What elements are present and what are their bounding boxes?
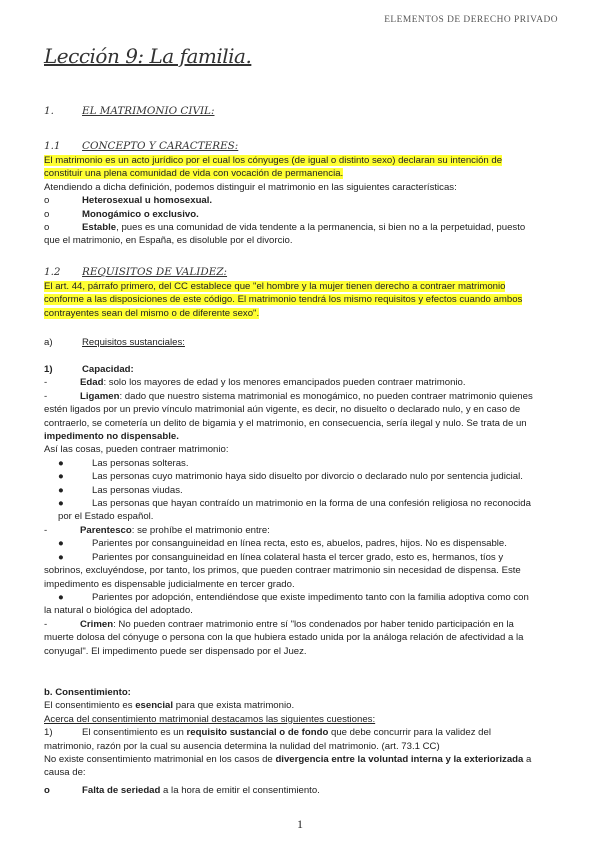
page-title: Lección 9: La familia. — [44, 44, 252, 68]
list-item: ● Las personas que hayan contraído un matrimonio en la forma de una confesión religiosa no reconocida — [58, 498, 531, 510]
consent-block: b. Consentimiento: El consentimiento es esencial para que exista matrimonio. Acerca del consentimiento matrimonial destacamos las siguientes cuestiones: 1) El consentimiento es un requisito sustancial o de fondo que debe concurrir para la validez del matrimonio, razón por la cual su ausencia determina la nulidad del matrimonio. (art. 73.1 CC) No existe consentimiento matrimonial en los casos de divergencia entre la voluntad interna y la exteriorizada a causa de: o Falta de seriedad a la hora de emitir el consentimiento. — [44, 686, 556, 797]
article-quote: El art. 44, párrafo primero, del CC establece que "el hombre y la mujer tienen derecho a contraer matrimonio conforme a las disposiciones de este código. El matrimonio tendrá los mismo requisitos y efectos cuando ambos contrayentes sean del mismo o de diferente sexo". — [44, 281, 523, 319]
list-item: - Ligamen: dado que nuestro sistema matrimonial es monogámico, no pueden contraer matrimonio quienes — [44, 390, 533, 402]
definition-line-1: El matrimonio es un acto jurídico por el cual los cónyuges (de igual o distinto sexo) declaran su intención de — [44, 155, 503, 166]
list-item: ● Parientes por consanguineidad en línea colateral hasta el tercer grado, esto es, hermanos, tíos y — [58, 551, 504, 563]
section-1-2-heading: 1.2 REQUISITOS DE VALIDEZ: — [44, 266, 228, 278]
subsection-a-heading: a) Requisitos sustanciales: — [44, 337, 185, 348]
definition-line-2: constituir una plena comunidad de vida con vocación de permanencia. — [44, 168, 344, 180]
subsection-b-heading: b. Consentimiento: — [44, 687, 131, 698]
capacity-block: 1) Capacidad: - Edad: solo los mayores de edad y los menores emancipados pueden contraer matrimonio. - Ligamen: dado que nuestro sistema matrimonial es monogámico, no pueden contraer matrimonio quienes estén ligados por un previo vínculo matrimonial aún vigente, es decir, no disuelto o declarado nulo, y en caso de contraerlo, se cometería un delito de bigamia y el matrimonio, en consecuencia, sería ilegal y nulo. Se trata de un impedimento no dispensable. Así las cosas, pueden contraer matrimonio: ● Las personas solteras. ● Las personas cuyo matrimonio haya sido disuelto por divorcio o declarado nulo por sentencia judicial. ● Las personas viudas. ● Las personas que hayan contraído un matrimonio en la forma de una confesión religiosa no reconocida por el Estado español. - Parentesco: se prohíbe el matrimonio entre: ● Parientes por consanguineidad en línea recta, esto es, abuelos, padres, hijos. No es dispensable. ● Parientes por consanguineidad en línea colateral hasta el tercer grado, esto es, hermanos, tíos y sobrinos, excluyéndose, por tanto, los primos, que pueden contraer matrimonio sin necesidad de dispensa. Este impedimento es dispensable judicialmente en tercer grado. ● Parientes por adopción, entendiéndose que existe impedimento tanto con la familia adoptiva como con la natural o biológica del adoptado. - Crimen: No pueden contraer matrimonio entre sí "los condenados por haber tenido participación en la muerte dolosa del cónyuge o persona con la que hubiera estado unida por la análoga relación de afectividad a la conyugal". El impedimento puede ser dispensado por el Juez. — [44, 363, 556, 658]
list-item: o Monogámico o exclusivo. — [44, 208, 199, 220]
concept-paragraph: El matrimonio es un acto jurídico por el cual los cónyuges (de igual o distinto sexo) declaran su intención de constituir una plena comunidad de vida con vocación de permanencia. Atendiendo a dicha definición, podemos distinguir el matrimonio en las siguientes características: o Heterosexual u homosexual. o Monogámico o exclusivo. o Estable, pues es una comunidad de vida tendente a la permanencia, si bien no a la perpetuidad, puesto que el matrimonio, en España, es disoluble por el divorcio. — [44, 154, 556, 248]
list-item: ● Las personas solteras. — [58, 457, 189, 469]
list-item: o Falta de seriedad a la hora de emitir el consentimiento. — [44, 784, 320, 796]
list-item: 1) El consentimiento es un requisito sustancial o de fondo que debe concurrir para la validez del — [44, 727, 491, 739]
list-item: o Heterosexual u homosexual. — [44, 195, 213, 207]
list-item: - Crimen: No pueden contraer matrimonio entre sí "los condenados por haber tenido participación en la — [44, 618, 514, 630]
list-item: ● Parientes por consanguineidad en línea recta, esto es, abuelos, padres, hijos. No es dispensable. — [58, 538, 507, 550]
running-header: ELEMENTOS DE DERECHO PRIVADO — [384, 15, 558, 25]
section-1-1-heading: 1.1 CONCEPTO Y CARACTERES: — [44, 140, 239, 152]
list-item: - Parentesco: se prohíbe el matrimonio entre: — [44, 524, 270, 536]
capacity-heading: Capacidad: — [82, 364, 134, 375]
page-number: 1 — [297, 817, 303, 831]
list-item: - Edad: solo los mayores de edad y los menores emancipados pueden contraer matrimonio. — [44, 377, 466, 389]
list-item: o Estable, pues es una comunidad de vida tendente a la permanencia, si bien no a la perpetuidad, puesto — [44, 222, 526, 234]
section-1-heading: 1. EL MATRIMONIO CIVIL: — [44, 105, 215, 117]
intro-line: Atendiendo a dicha definición, podemos distinguir el matrimonio en las siguientes características: — [44, 181, 457, 193]
list-item: ● Las personas viudas. — [58, 484, 183, 496]
list-item: ● Parientes por adopción, entendiéndose que existe impedimento tanto con la familia adoptiva como con — [58, 591, 529, 603]
list-item: ● Las personas cuyo matrimonio haya sido disuelto por divorcio o declarado nulo por sentencia judicial. — [58, 471, 523, 483]
